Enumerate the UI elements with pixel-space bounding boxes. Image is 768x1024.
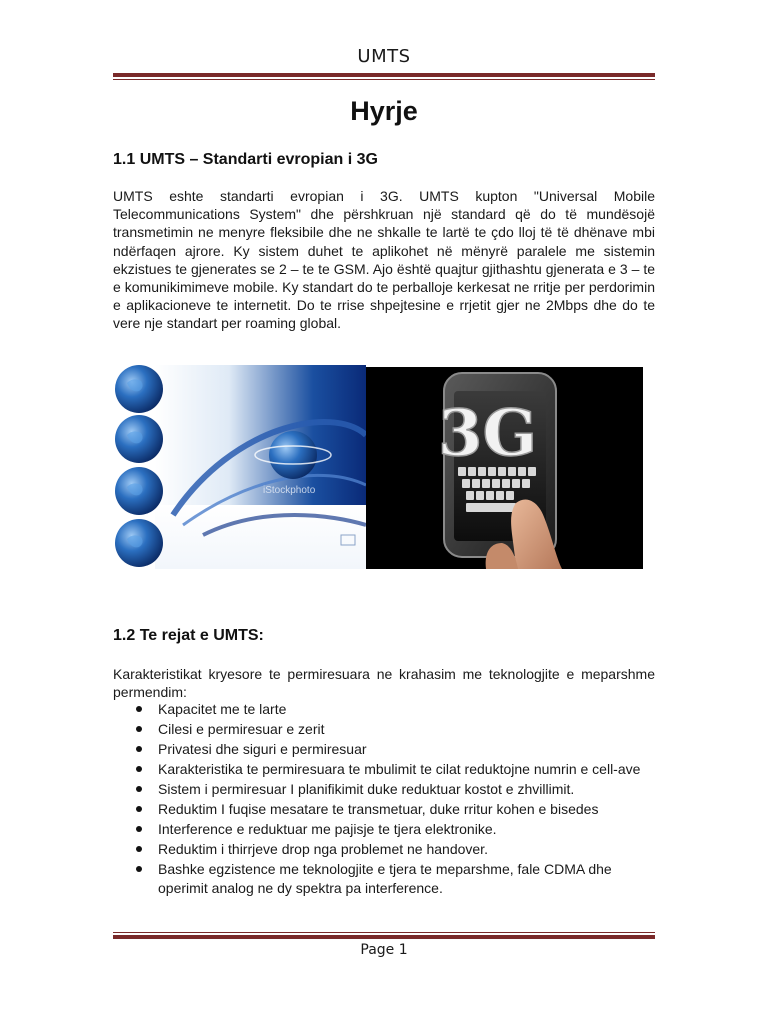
list-item: Sistem i permiresuar I planifikimit duke reduktuar kostot e zhvillimit. bbox=[113, 780, 655, 799]
list-item: Interference e reduktuar me pajisje te tjera elektronike. bbox=[113, 820, 655, 839]
phone-3g-image bbox=[366, 367, 643, 569]
list-item: Cilesi e permiresuar e zerit bbox=[113, 720, 655, 739]
list-item: Reduktim i thirrjeve drop nga problemet ne handover. bbox=[113, 840, 655, 859]
bullet-icon bbox=[136, 746, 142, 752]
section-heading-2: 1.2 Te rejat e UMTS: bbox=[113, 627, 264, 644]
footer-rule bbox=[113, 932, 655, 939]
globes-image bbox=[113, 365, 366, 569]
bullet-icon bbox=[136, 706, 142, 712]
section-paragraph-1: UMTS eshte standarti evropian i 3G. UMTS kupton "Universal Mobile Telecommunications System" dhe përshkruan një standard që do të mundësojë transmetimin ne menyre fleksibile dhe ne shkalle te lartë te çdo lloj të të dhënave mbi ndërfaqen ajrore. Ky sistem duhet te aplikohet në mënyrë paralele me sistemin ekzistues te gjenerates se 2 – te te GSM. Ajo është quajtur gjithashtu gjenerata e 3 – te e komunikimimeve mobile. Ky standart do te perballoje kerkesat ne rritje per perdorimin e aplikacioneve te internetit. Do te rrise shpejtesine e rrjetit gjer ne 2Mbps dhe do te vere nje standart per roaming global. bbox=[113, 188, 655, 332]
list-item: Privatesi dhe siguri e permiresuar bbox=[113, 740, 655, 759]
list-item: Kapacitet me te larte bbox=[113, 700, 655, 719]
bullet-icon bbox=[136, 826, 142, 832]
list-item: Bashke egzistence me teknologjite e tjera te meparshme, fale CDMA dhe operimit analog ne dy spektra pa interference. bbox=[113, 860, 655, 897]
bullet-icon bbox=[136, 866, 142, 872]
page-number: Page 1 bbox=[360, 942, 408, 958]
section-heading-1: 1.1 UMTS – Standarti evropian i 3G bbox=[113, 151, 378, 168]
bullet-icon bbox=[136, 766, 142, 772]
section-paragraph-2: Karakteristikat kryesore te permiresuara ne krahasim me teknologjite e meparshme permendim: bbox=[113, 666, 655, 701]
bullet-icon bbox=[136, 726, 142, 732]
bullet-icon bbox=[136, 786, 142, 792]
list-item: Reduktim I fuqise mesatare te transmetuar, duke rritur kohen e bisedes bbox=[113, 800, 655, 819]
header-rule bbox=[113, 73, 655, 80]
bullet-icon bbox=[136, 846, 142, 852]
features-list bbox=[113, 700, 655, 899]
3g-logo-text: 3G bbox=[438, 396, 538, 471]
chapter-title: Hyrje bbox=[350, 96, 418, 126]
page-header-title: UMTS bbox=[357, 46, 411, 67]
list-item: Karakteristika te permiresuara te mbulimit te cilat reduktojne numrin e cell-ave bbox=[113, 760, 655, 779]
watermark-text: iStockphoto bbox=[263, 485, 316, 496]
bullet-icon bbox=[136, 806, 142, 812]
